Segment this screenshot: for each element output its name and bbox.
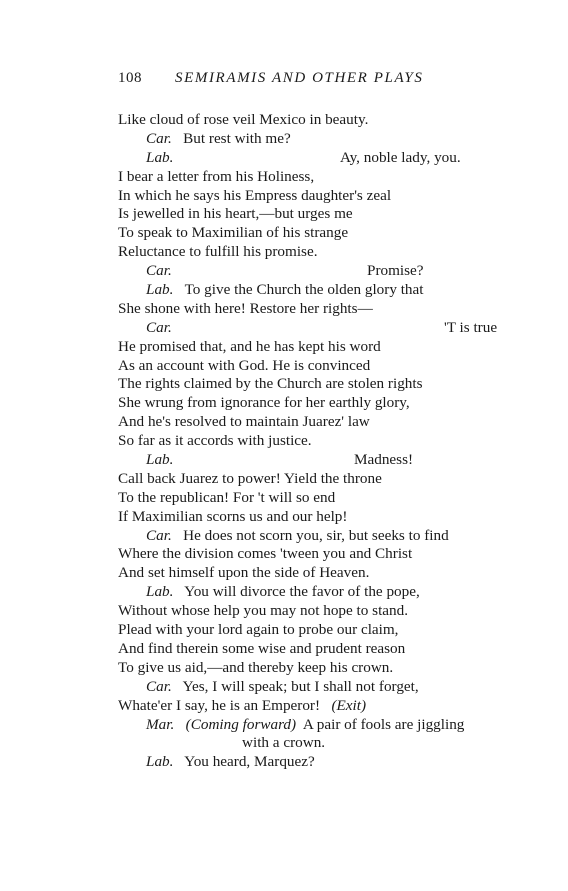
text-line: So far as it accords with justice. (118, 432, 312, 450)
speaker-name: Car. (146, 318, 172, 336)
speech-text: Ay, noble lady, you. (340, 148, 461, 166)
dialogue-line (118, 262, 538, 281)
text-line: In which he says his Empress daughter's zeal (118, 186, 392, 204)
dialogue-line (118, 753, 538, 772)
speech-text: You will divorce the favor of the pope, (184, 583, 420, 601)
speaker-name: Mar. (146, 715, 175, 733)
speech-text: Yes, I will speak; but I shall not forget, (182, 677, 419, 695)
dialogue-line (118, 697, 538, 716)
text-line: And find therein some wise and prudent reason (118, 639, 406, 657)
speaker-name: Lab. (146, 753, 174, 771)
text-line: To give us aid,—and thereby keep his crown. (118, 658, 394, 676)
text-line: The rights claimed by the Church are stolen rights (118, 375, 423, 393)
speech-text: with a crown. (242, 734, 326, 752)
text-line: To speak to Maximilian of his strange (118, 224, 349, 242)
speech-text: 'T is true (444, 318, 498, 336)
running-header (118, 70, 498, 90)
stage-direction: (Coming forward) (185, 715, 297, 733)
speaker-name: Lab. (146, 148, 174, 166)
dialogue-line (118, 716, 538, 735)
dialogue-line (118, 583, 538, 602)
text-line: She wrung from ignorance for her earthly glory, (118, 394, 410, 412)
page-number: 108 (118, 70, 142, 86)
text-line: I bear a letter from his Holiness, (118, 167, 315, 185)
play-text (118, 111, 538, 772)
text-line: If Maximilian scorns us and our help! (118, 507, 348, 525)
speech-text: Promise? (367, 262, 424, 280)
dialogue-line (118, 149, 538, 168)
speech-text: To give the Church the olden glory that (184, 281, 424, 299)
speech-text: But rest with me? (183, 129, 291, 147)
speech-text: A pair of fools are jiggling (302, 715, 465, 733)
text-line: He promised that, and he has kept his word (118, 337, 381, 355)
dialogue-line (118, 527, 538, 546)
text-line: And set himself upon the side of Heaven. (118, 564, 370, 582)
text-line: And he's resolved to maintain Juarez' law (118, 413, 370, 431)
text-line: Like cloud of rose veil Mexico in beauty. (118, 111, 369, 128)
text-line: Plead with your lord again to probe our claim, (118, 621, 399, 639)
text-line: Is jewelled in his heart,—but urges me (118, 205, 353, 223)
text-line: Call back Juarez to power! Yield the throne (118, 469, 382, 487)
stage-direction: (Exit) (331, 696, 367, 714)
speaker-name: Lab. (146, 583, 174, 601)
running-title: SEMIRAMIS AND OTHER PLAYS (175, 70, 424, 86)
speaker-name: Lab. (146, 451, 174, 469)
speech-text: He does not scorn you, sir, but seeks to find (183, 526, 449, 544)
dialogue-line (118, 678, 538, 697)
text-line: Without whose help you may not hope to stand. (118, 602, 409, 620)
text-line: Where the division comes 'tween you and Christ (118, 545, 413, 563)
dialogue-line (118, 130, 538, 149)
speaker-name: Car. (146, 677, 172, 695)
continuation-line (118, 734, 538, 753)
text-line: To the republican! For 't will so end (118, 488, 336, 506)
dialogue-line (118, 319, 538, 338)
text-line: She shone with here! Restore her rights— (118, 299, 373, 317)
speech-text: Madness! (354, 451, 414, 469)
speaker-name: Car. (146, 262, 172, 280)
speaker-name: Car. (146, 526, 172, 544)
dialogue-line (118, 281, 538, 300)
speaker-name: Car. (146, 129, 172, 147)
speech-text: You heard, Marquez? (184, 753, 315, 771)
text-line: As an account with God. He is convinced (118, 356, 371, 374)
dialogue-line (118, 451, 538, 470)
text-line: Reluctance to fulfill his promise. (118, 243, 318, 261)
speaker-name: Lab. (146, 281, 174, 299)
speech-text: Whate'er I say, he is an Emperor! (118, 696, 321, 714)
